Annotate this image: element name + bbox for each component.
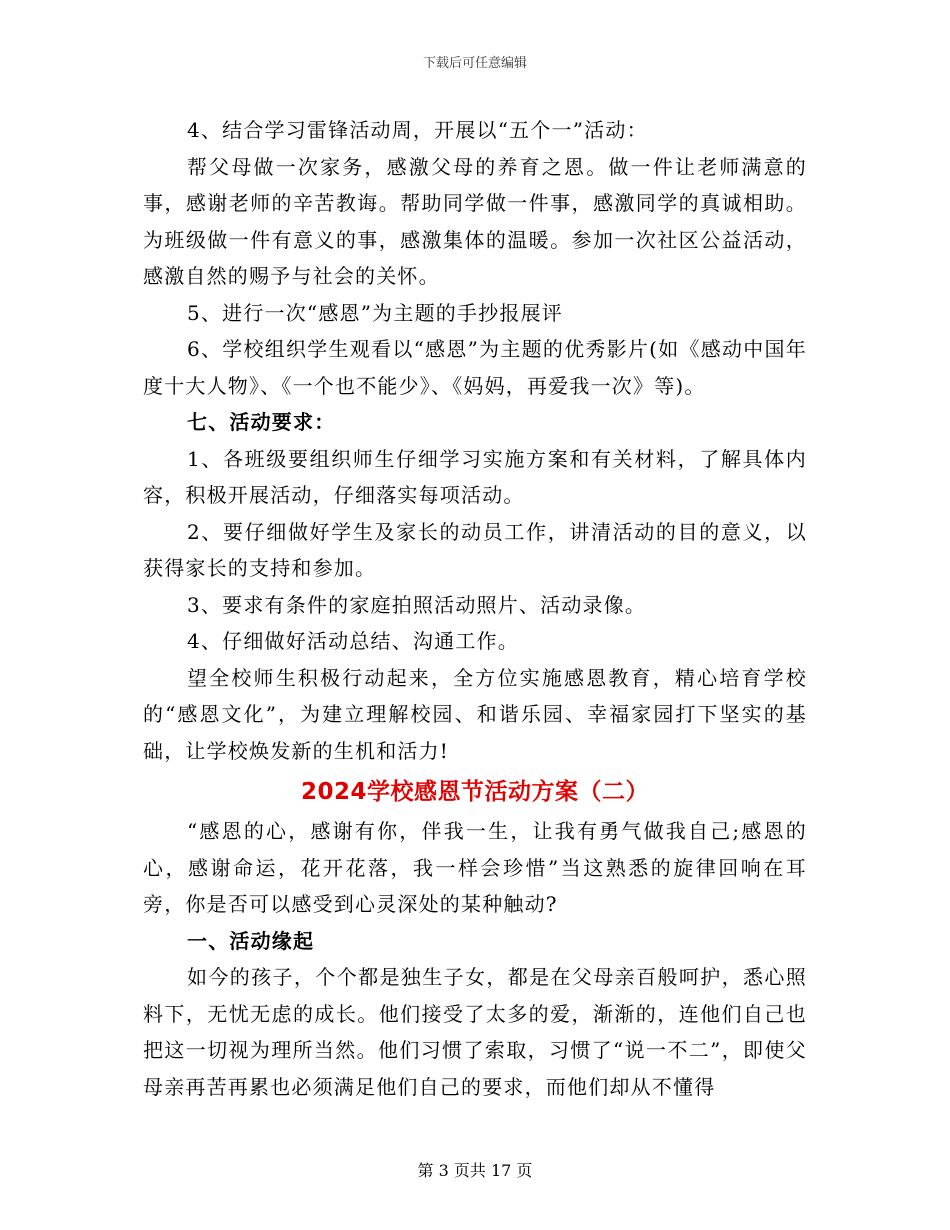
origin-paragraph: 如今的孩子，个个都是独生子女，都是在父母亲百般呵护，悉心照料下，无忧无虑的成长。他们接受了太多的爱，渐渐的，连他们自己也把这一切视为理所当然。他们习惯了索取，习惯了“说一不二”，即使父母亲再苦再累也必须满足他们自己的要求，而他们却从不懂得 — [143, 965, 807, 1099]
item-4-activity: 4、结合学习雷锋活动周，开展以“五个一”活动： — [187, 118, 648, 142]
section-1-heading: 一、活动缘起 — [187, 928, 315, 953]
requirement-3: 3、要求有条件的家庭拍照活动照片、活动录像。 — [187, 592, 647, 617]
item-6-films: 6、学校组织学生观看以“感恩”为主题的优秀影片(如《感动中国年度十大人物》、《一个也不能少》、《妈妈，再爱我一次》等)。 — [143, 337, 807, 398]
requirement-4: 4、仔细做好活动总结、沟通工作。 — [187, 629, 519, 653]
intro-paragraph: “感恩的心，感谢有你，伴我一生，让我有勇气做我自己;感恩的心，感谢命运，花开花落，我一样会珍惜”当这熟悉的旋律回响在耳旁，你是否可以感受到心灵深处的某种触动? — [143, 819, 807, 916]
item-5-poster: 5、进行一次“感恩”为主题的手抄报展评 — [187, 300, 563, 325]
section-7-heading: 七、活动要求： — [187, 410, 336, 434]
requirement-2: 2、要仔细做好学生及家长的动员工作，讲清活动的目的意义，以获得家长的支持和参加。 — [143, 519, 807, 580]
document-body — [143, 112, 807, 1105]
requirement-1: 1、各班级要组织师生仔细学习实施方案和有关材料，了解具体内容，积极开展活动，仔细落实每项活动。 — [143, 446, 807, 507]
page-header: 下载后可任意编辑 — [422, 56, 527, 71]
section-title: 2024学校感恩节活动方案（二） — [300, 779, 649, 805]
activity-details: 帮父母做一次家务，感激父母的养育之恩。做一件让老师满意的事，感谢老师的辛苦教诲。帮助同学做一件事，感激同学的真诚相助。为班级做一件有意义的事，感激集体的温暖。参加一次社区公益活动，感激自然的赐予与社会的关怀。 — [143, 154, 807, 288]
closing-paragraph: 望全校师生积极行动起来，全方位实施感恩教育，精心培育学校的“感恩文化”，为建立理解校园、和谐乐园、幸福家园打下坚实的基础，让学校焕发新的生机和活力! — [143, 665, 807, 763]
page-number: 第 3 页共 17 页 — [417, 1161, 533, 1180]
